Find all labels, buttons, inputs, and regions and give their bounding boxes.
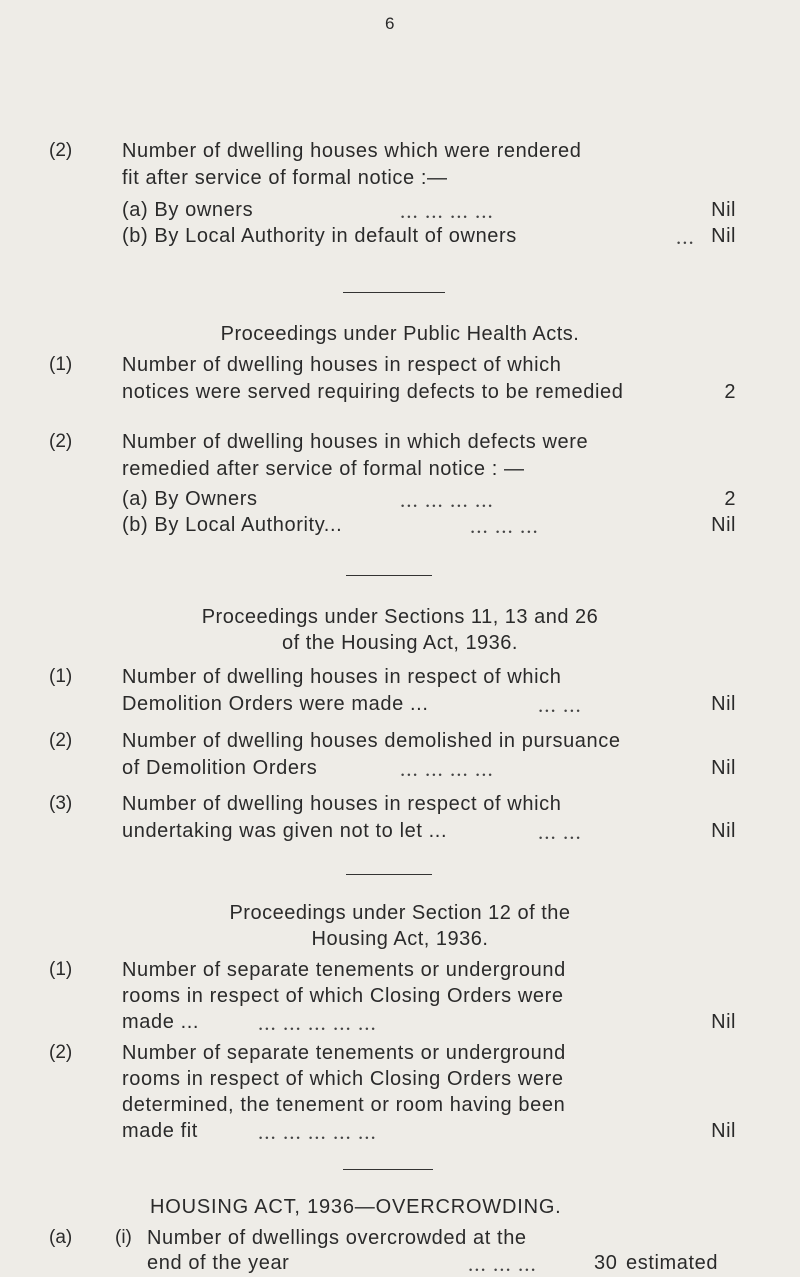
value-cell: Nil [711,757,736,779]
item-text-line: rooms in respect of which Closing Orders were [122,985,564,1007]
item-text-line: notices were served requiring defects to be remedied [122,381,624,403]
item-text-line: undertaking was given not to let ... [122,820,448,842]
page-number: 6 [385,14,395,33]
section-divider [346,874,432,875]
leader-dots: ... ... ... [468,1252,537,1276]
item-text-line: Number of dwellings overcrowded at the [147,1227,527,1249]
leader-dots: ... ... [538,693,582,717]
subitem-label: (a) By owners [122,199,254,221]
item-number: (2) [49,431,73,452]
leader-dots: ... ... ... ... [400,757,494,781]
value-cell: 30 [594,1252,618,1274]
subitem-label: (a) By Owners [122,488,258,510]
item-text-line: Number of dwelling houses in respect of which [122,793,562,815]
item-text-line: Demolition Orders were made ... [122,693,429,715]
item-number: (2) [49,1042,73,1063]
item-number: (3) [49,793,73,814]
value-cell: 2 [724,488,736,510]
section-divider [343,292,445,293]
leader-dots: ... ... [538,820,582,844]
item-text-line: Number of dwelling houses in respect of which [122,666,562,688]
item-text-line: of Demolition Orders [122,757,318,779]
item-text-line: Number of dwelling houses demolished in pursuance [122,730,621,752]
item-text-line: Number of separate tenements or underground [122,959,566,981]
subitem-label: (b) By Local Authority... [122,514,343,536]
item-text-line: fit after service of formal notice :— [122,167,448,189]
item-text-line: made fit [122,1120,198,1142]
value-cell: Nil [711,225,736,247]
value-cell: Nil [711,820,736,842]
value-cell: Nil [711,693,736,715]
item-number: (2) [49,730,73,751]
leader-dots: ... ... ... ... ... [258,1120,377,1144]
value-cell: Nil [711,514,736,536]
item-text-line: remedied after service of formal notice : — [122,458,525,480]
item-text-line: made ... [122,1011,200,1033]
leader-dots: ... ... ... ... [400,199,494,223]
item-text-line: Number of dwelling houses in respect of which [122,354,562,376]
item-number: (i) [115,1227,132,1248]
section-divider [346,575,432,576]
subitem-label: (b) By Local Authority in default of owners [122,225,517,247]
section-heading: of the Housing Act, 1936. [282,632,518,654]
leader-dots: ... [676,225,695,249]
leader-dots: ... ... ... ... ... [258,1011,377,1035]
item-text-line: Number of separate tenements or underground [122,1042,566,1064]
item-number: (1) [49,666,73,687]
item-text-line: rooms in respect of which Closing Orders were [122,1068,564,1090]
section-heading: HOUSING ACT, 1936—OVERCROWDING. [150,1196,562,1218]
item-number: (1) [49,354,73,375]
leader-dots: ... ... ... ... [400,488,494,512]
item-letter: (a) [49,1227,73,1248]
section-heading: Housing Act, 1936. [311,928,489,950]
item-text-line: end of the year [147,1252,290,1274]
item-text-line: Number of dwelling houses in which defects were [122,431,589,453]
item-number: (1) [49,959,73,980]
value-cell: Nil [711,1011,736,1033]
value-cell: Nil [711,199,736,221]
section-heading: Proceedings under Section 12 of the [229,902,571,924]
value-cell: 2 [724,381,736,403]
value-cell: Nil [711,1120,736,1142]
section-heading: Proceedings under Sections 11, 13 and 26 [201,606,599,628]
section-heading: Proceedings under Public Health Acts. [220,323,580,345]
item-number: (2) [49,140,73,161]
item-text-line: Number of dwelling houses which were rendered [122,140,582,162]
item-text-line: determined, the tenement or room having been [122,1094,566,1116]
leader-dots: ... ... ... [470,514,539,538]
section-divider [343,1169,433,1170]
value-note: estimated [626,1252,719,1274]
